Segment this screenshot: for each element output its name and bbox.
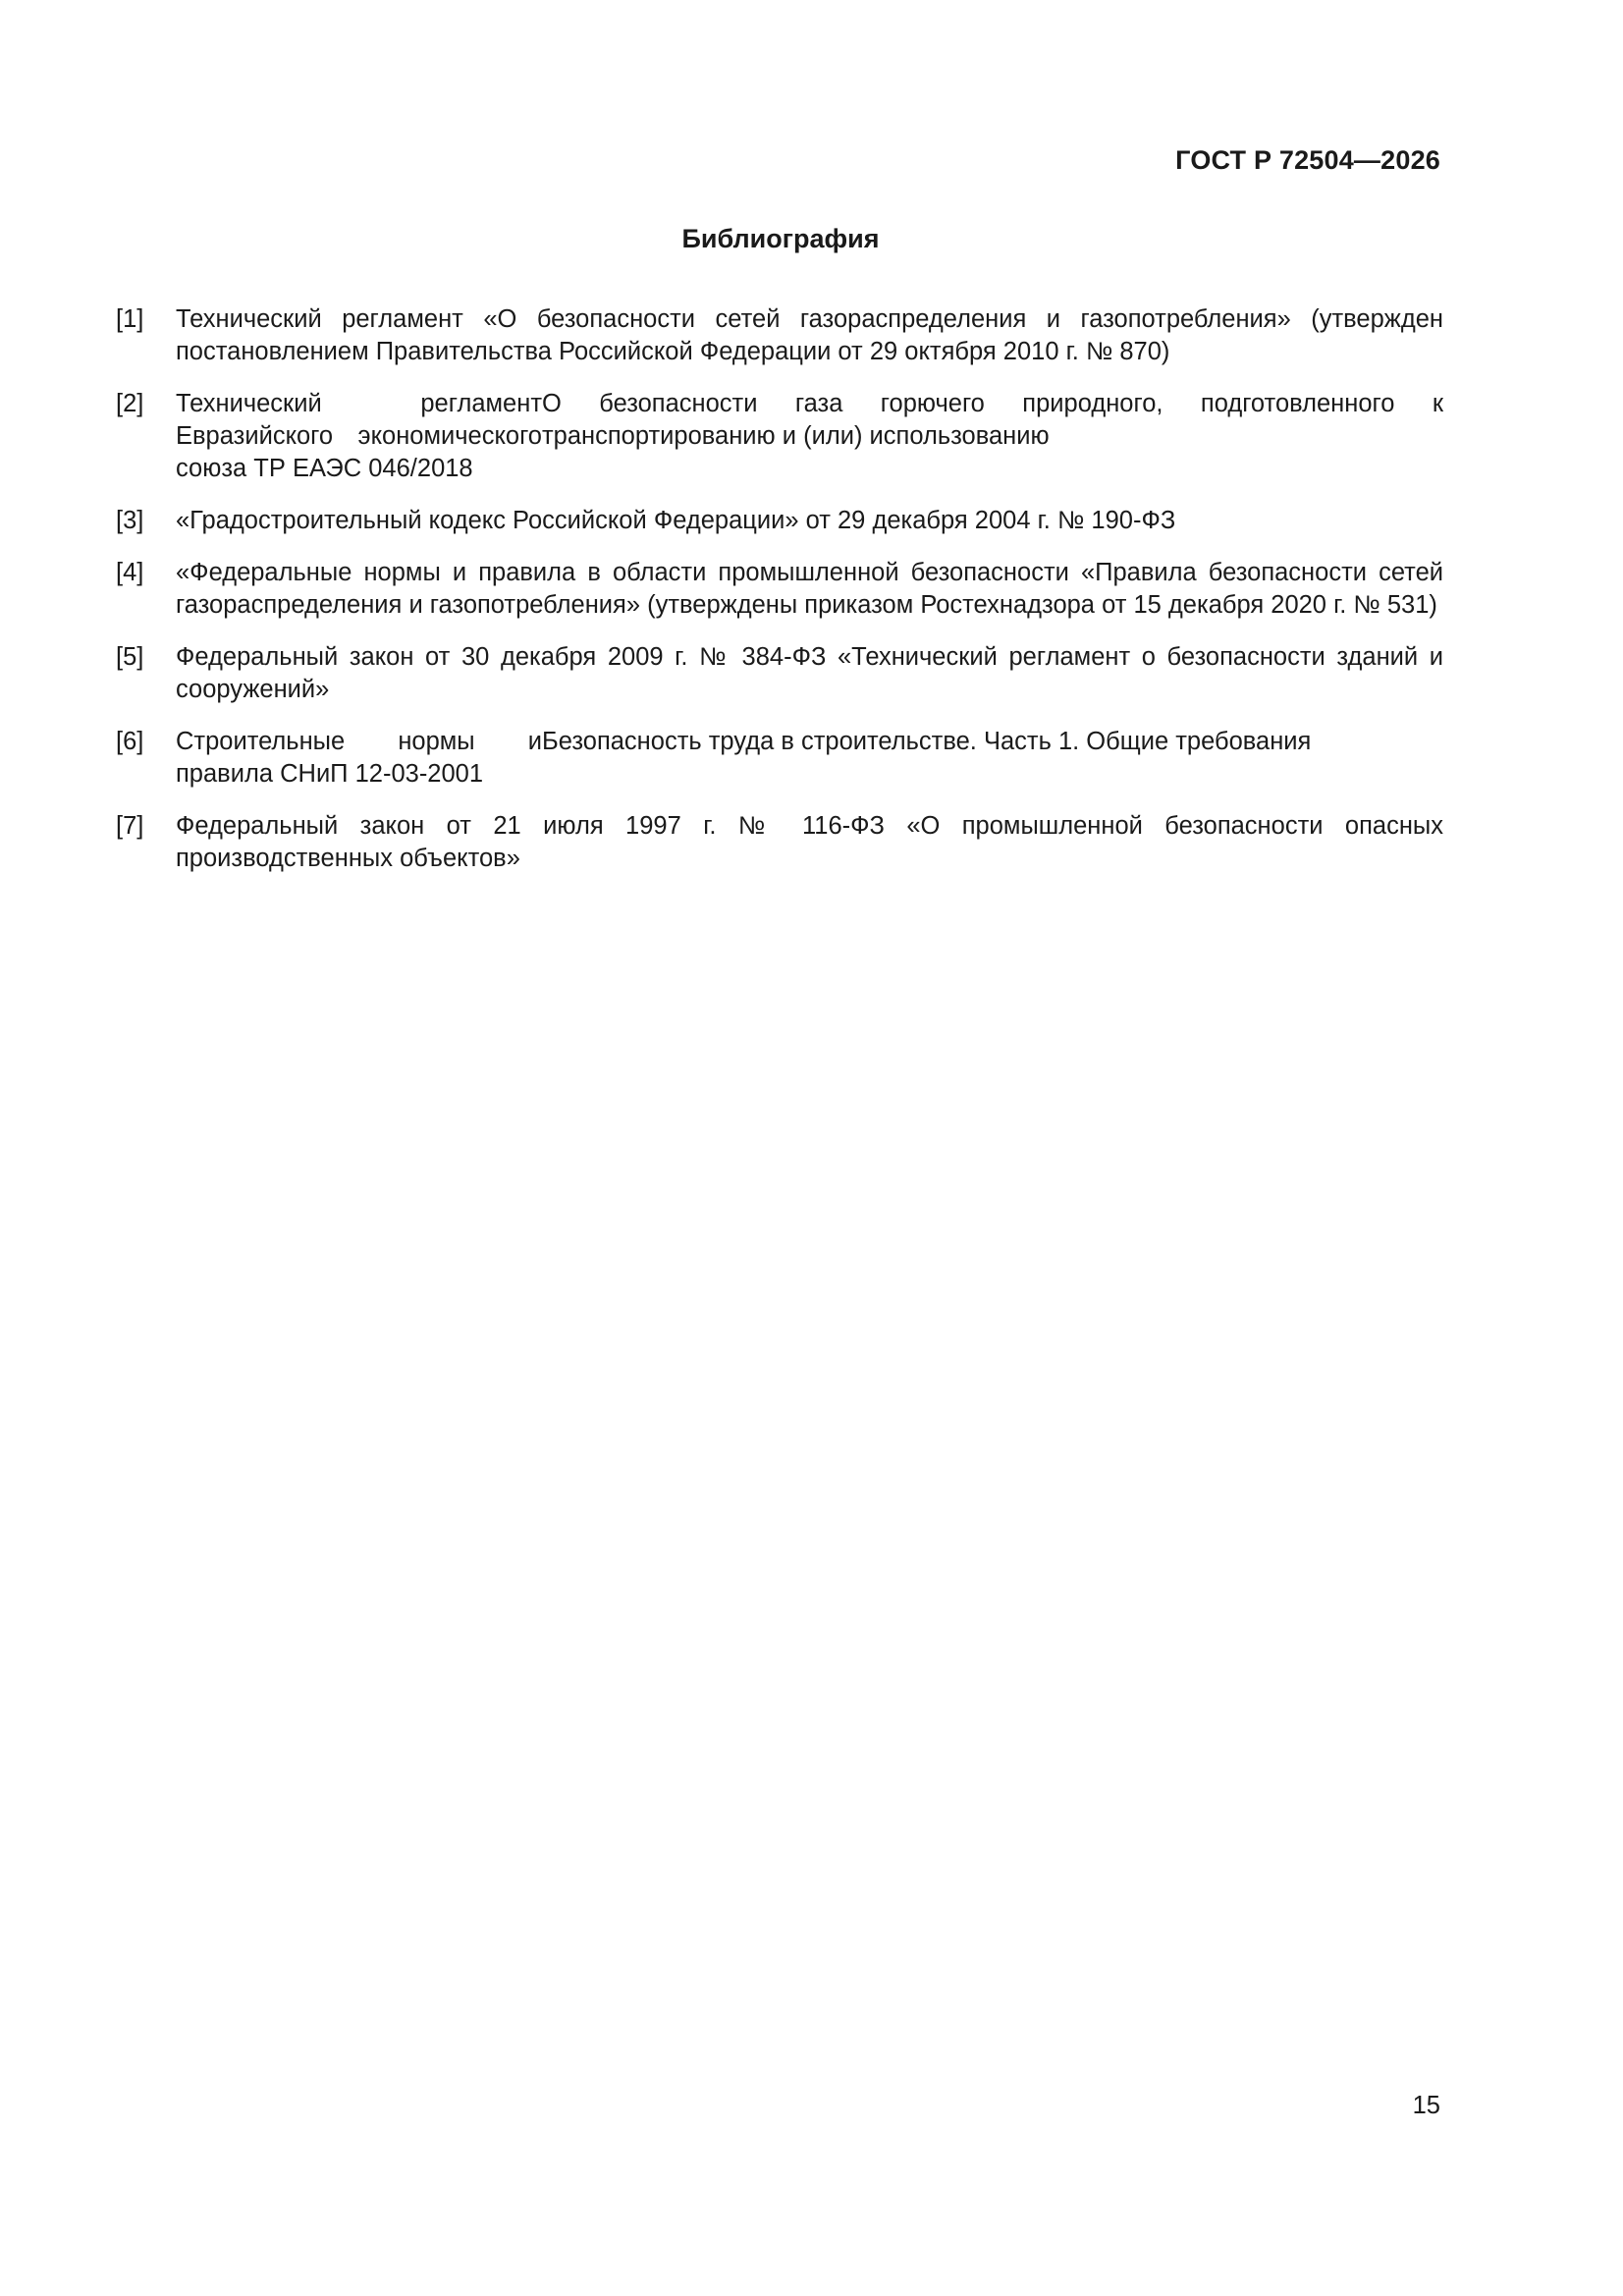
entry-text: «Градостроительный кодекс Российской Федерации» от 29 декабря 2004 г. № 190-ФЗ bbox=[176, 507, 1176, 534]
entry-document-designation: Строительные нормы и правила СНиП 12-03-2001 bbox=[176, 728, 542, 788]
entry-number: [3] bbox=[116, 507, 144, 534]
bibliography-list bbox=[116, 303, 1443, 895]
entry-number: [6] bbox=[116, 728, 144, 755]
entry-document-designation: Технический регламент Евразийского экономического союза ТР ЕАЭС 046/2018 bbox=[176, 390, 542, 482]
bibliography-entry bbox=[116, 641, 1443, 706]
entry-number: [7] bbox=[116, 812, 144, 840]
bibliography-entry bbox=[116, 810, 1443, 875]
entry-text: Федеральный закон от 21 июля 1997 г. № 116-ФЗ «О промышленной безопасности опасных производственных объектов» bbox=[176, 812, 1443, 872]
entry-number: [1] bbox=[116, 305, 144, 333]
section-title: Библиография bbox=[681, 224, 880, 253]
entry-document-title: О безопасности газа горючего природного, подготовленного к транспортированию и (или) использованию bbox=[542, 390, 1443, 450]
page-number: 15 bbox=[1412, 2092, 1440, 2119]
entry-number: [4] bbox=[116, 559, 144, 586]
entry-document-title: Безопасность труда в строительстве. Часть 1. Общие требования bbox=[542, 728, 1312, 755]
document-code: ГОСТ Р 72504—2026 bbox=[1175, 145, 1440, 175]
bibliography-entry bbox=[116, 726, 1443, 791]
entry-number: [2] bbox=[116, 390, 144, 417]
entry-number: [5] bbox=[116, 643, 144, 671]
bibliography-entry bbox=[116, 388, 1443, 485]
bibliography-entry bbox=[116, 505, 1443, 537]
entry-text: Технический регламент «О безопасности сетей газораспределения и газопотребления» (утвержден постановлением Правительства Российской Федерации от 29 октября 2010 г. № 870) bbox=[176, 305, 1443, 365]
bibliography-entry bbox=[116, 303, 1443, 368]
bibliography-entry bbox=[116, 557, 1443, 622]
entry-text: «Федеральные нормы и правила в области промышленной безопасности «Правила безопасности сетей газораспределения и газопотребления» (утверждены приказом Ростехнадзора от 15 декабря 2020 г. № 531) bbox=[176, 559, 1443, 619]
entry-text: Федеральный закон от 30 декабря 2009 г. № 384-ФЗ «Технический регламент о безопасности зданий и сооружений» bbox=[176, 643, 1443, 703]
